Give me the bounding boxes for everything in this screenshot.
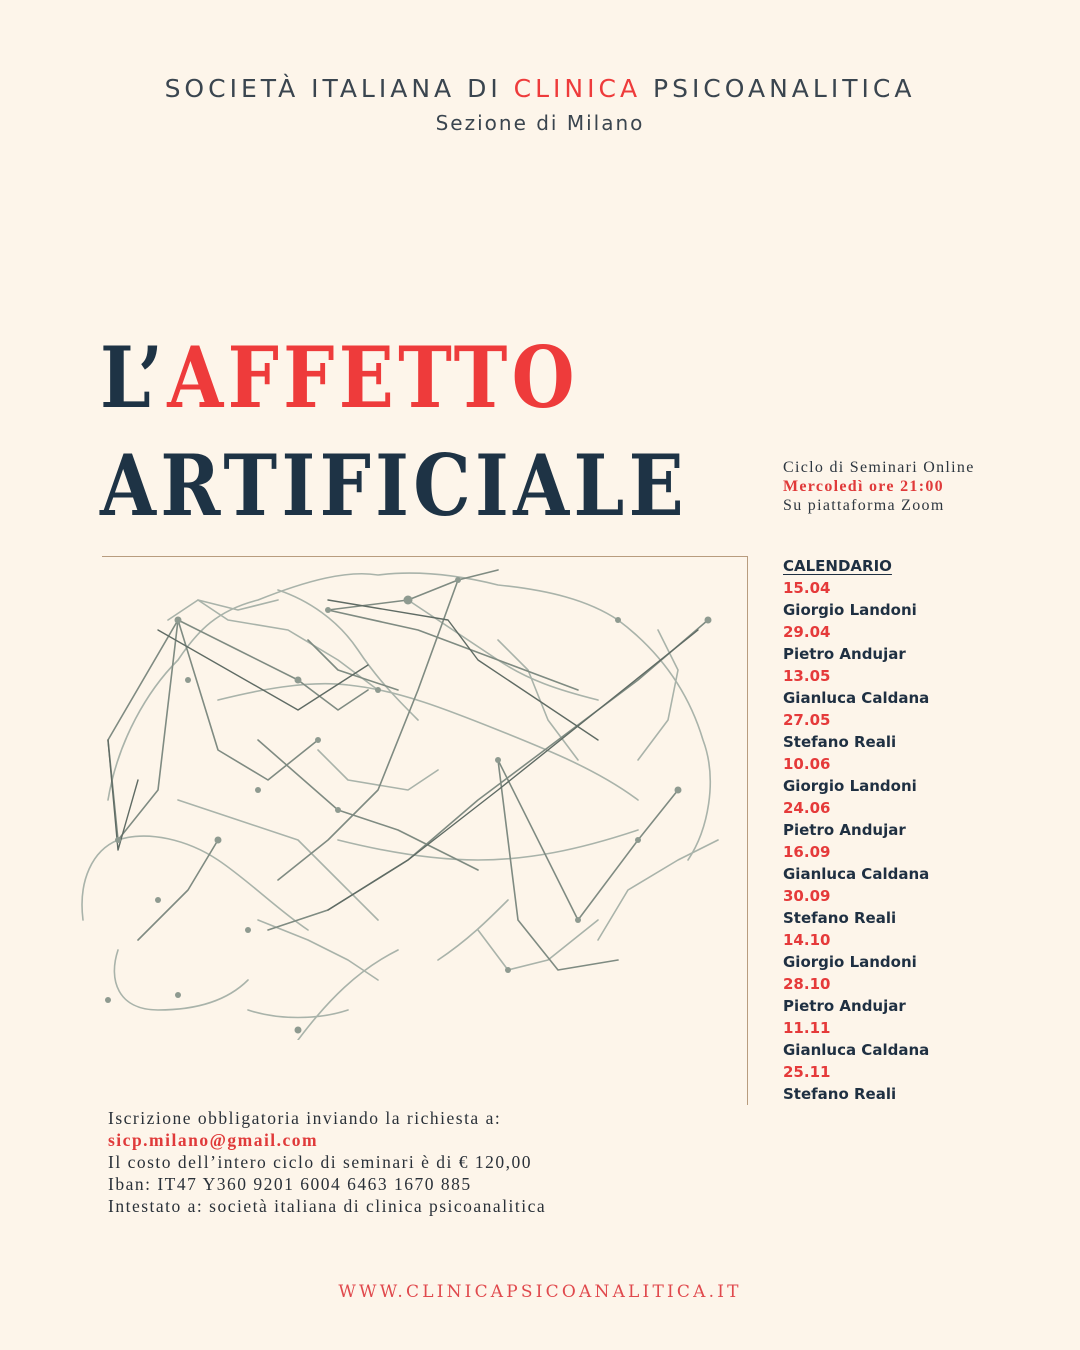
- brain-network-illustration: [78, 540, 738, 1040]
- registration-cost: Il costo dell’intero ciclo di seminari è di € 120,00: [108, 1152, 533, 1172]
- calendar-speaker: Stefano Reali: [783, 909, 897, 927]
- calendar-speaker: Giorgio Landoni: [783, 601, 917, 619]
- frame-line-right: [747, 556, 748, 1105]
- org-name-highlight: CLINICA: [513, 74, 642, 103]
- calendar-date: 25.11: [783, 1063, 831, 1081]
- calendar-date: 24.06: [783, 799, 831, 817]
- calendar-date: 15.04: [783, 579, 831, 597]
- calendar-speaker: Giorgio Landoni: [783, 777, 917, 795]
- registration-intro: Iscrizione obbligatoria inviando la richiesta a:: [108, 1108, 502, 1128]
- calendar-speaker: Pietro Andujar: [783, 645, 906, 663]
- org-name-part1: SOCIETÀ ITALIANA DI: [164, 74, 514, 103]
- org-name-part2: PSICOANALITICA: [641, 74, 916, 103]
- calendar-date: 27.05: [783, 711, 831, 729]
- registration-email-link[interactable]: sicp.milano@gmail.com: [108, 1130, 319, 1150]
- registration-info: [108, 1107, 546, 1217]
- calendar-speaker: Gianluca Caldana: [783, 689, 930, 707]
- calendar-date: 29.04: [783, 623, 831, 641]
- calendar-speaker: Gianluca Caldana: [783, 865, 930, 883]
- title-highlight: AFFETTO: [167, 328, 579, 427]
- calendar-date: 30.09: [783, 887, 831, 905]
- title-line-2: ARTIFICIALE: [100, 436, 688, 535]
- registration-iban: Iban: IT47 Y360 9201 6004 6463 1670 885: [108, 1174, 472, 1194]
- calendar-date: 10.06: [783, 755, 831, 773]
- organization-section: Sezione di Milano: [435, 111, 645, 135]
- organization-name: [0, 74, 1080, 103]
- seminar-platform: Su piattaforma Zoom: [783, 497, 945, 514]
- calendar-speaker: Gianluca Caldana: [783, 1041, 930, 1059]
- registration-holder: Intestato a: società italiana di clinica psicoanalitica: [108, 1196, 547, 1216]
- calendar-date: 13.05: [783, 667, 831, 685]
- calendar: [783, 555, 929, 1105]
- calendar-speaker: Stefano Reali: [783, 1085, 897, 1103]
- calendar-date: 16.09: [783, 843, 831, 861]
- calendar-speaker: Giorgio Landoni: [783, 953, 917, 971]
- calendar-date: 28.10: [783, 975, 831, 993]
- title-prefix: L’: [100, 328, 168, 427]
- website-link[interactable]: WWW.CLINICAPSICOANALITICA.IT: [338, 1282, 742, 1302]
- calendar-speaker: Pietro Andujar: [783, 997, 906, 1015]
- calendar-speaker: Stefano Reali: [783, 733, 897, 751]
- title-line-1: [100, 328, 579, 428]
- calendar-speaker: Pietro Andujar: [783, 821, 906, 839]
- calendar-date: 11.11: [783, 1019, 831, 1037]
- calendar-title: CALENDARIO: [783, 557, 892, 575]
- seminar-cycle: Ciclo di Seminari Online: [783, 459, 975, 476]
- seminar-schedule: Mercoledì ore 21:00: [783, 478, 944, 495]
- calendar-date: 14.10: [783, 931, 831, 949]
- seminar-info: [783, 458, 975, 515]
